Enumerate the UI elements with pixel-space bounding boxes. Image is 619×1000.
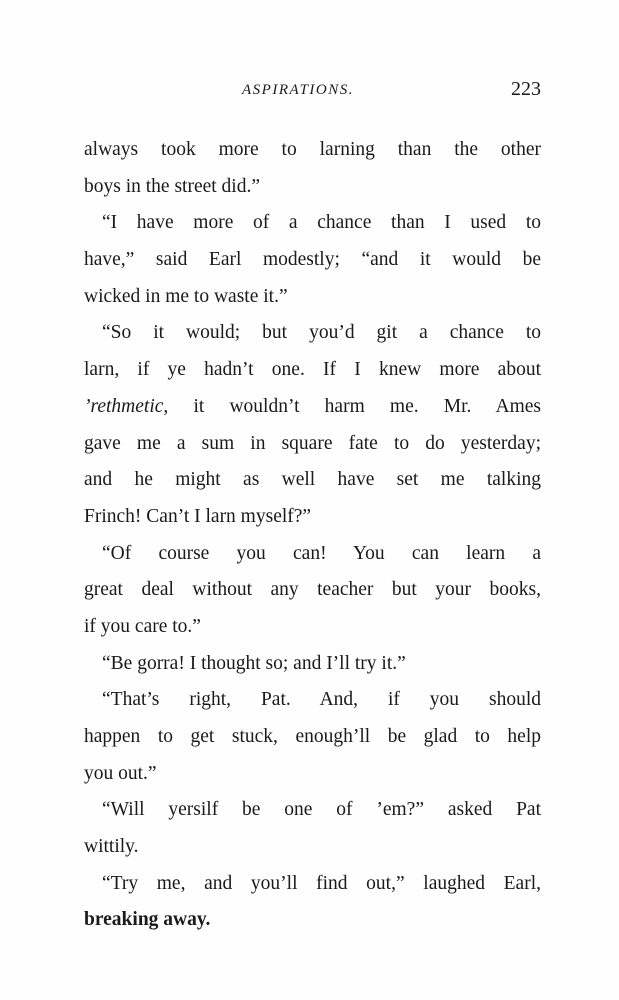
- text-line: “Be gorra! I thought so; and I’ll try it.”: [102, 652, 406, 674]
- text-line: Frinch! Can’t I larn myself?”: [84, 505, 312, 527]
- text-line: wicked in me to waste it.”: [84, 285, 288, 307]
- text-line: boys in the street did.”: [84, 175, 261, 197]
- text-line: you out.”: [84, 762, 157, 784]
- text-line: gave me a sum in square fate to do yesterday;: [84, 432, 541, 454]
- italic-word: ’rethmetic: [84, 395, 164, 417]
- text-line: “I have more of a chance than I used to: [102, 212, 541, 234]
- text-line: [84, 389, 541, 426]
- text-line: have,” said Earl modestly; “and it would be: [84, 249, 541, 271]
- text-line: “Will yersilf be one of ’em?” asked Pat: [102, 799, 541, 821]
- text-line: “That’s right, Pat. And, if you should: [102, 689, 541, 711]
- running-head: [84, 78, 541, 108]
- running-title: ASPIRATIONS.: [242, 82, 355, 98]
- text-line: great deal without any teacher but your books,: [84, 579, 541, 601]
- text-line: happen to get stuck, enough’ll be glad to help: [84, 726, 541, 747]
- body-text: [84, 132, 541, 939]
- page-number: 223: [511, 78, 541, 100]
- text-line: if you care to.”: [84, 615, 201, 637]
- text-line: “So it would; but you’d git a chance to: [102, 322, 541, 344]
- text-line: always took more to larning than the other: [84, 139, 541, 160]
- text-line: “Of course you can! You can learn a: [102, 542, 541, 564]
- text-line-rest: , it wouldn’t harm me. Mr. Ames: [163, 395, 541, 417]
- text-line: larn, if ye hadn’t one. If I knew more about: [84, 359, 541, 381]
- text-line: “Try me, and you’ll find out,” laughed Earl,: [102, 872, 541, 894]
- text-line: wittily.: [84, 836, 139, 858]
- text-line: breaking away.: [84, 909, 211, 931]
- text-line: and he might as well have set me talking: [84, 469, 541, 491]
